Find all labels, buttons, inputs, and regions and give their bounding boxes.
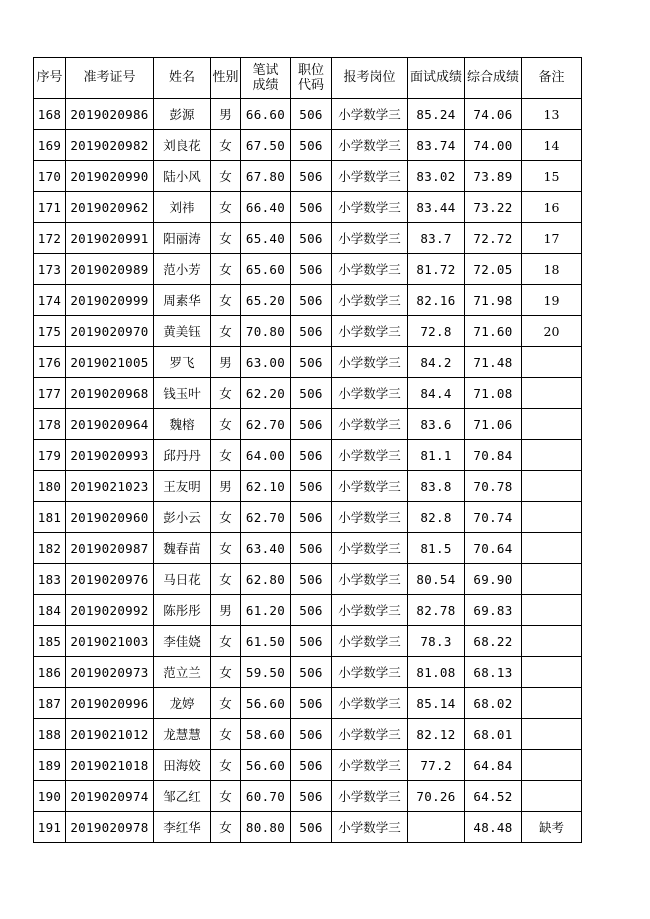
cell-post: 小学数学三 [332, 657, 408, 688]
cell-total-score: 71.98 [465, 285, 522, 316]
table-row [34, 719, 582, 750]
cell-post: 小学数学三 [332, 812, 408, 843]
cell-written-score: 67.50 [241, 130, 291, 161]
cell-exam-id: 2019020996 [66, 688, 154, 719]
cell-total-score: 71.06 [465, 409, 522, 440]
table-row [34, 533, 582, 564]
cell-name: 田海姣 [154, 750, 211, 781]
cell-name: 刘祎 [154, 192, 211, 223]
cell-gender: 女 [211, 378, 241, 409]
cell-seq: 183 [34, 564, 66, 595]
cell-note [522, 657, 582, 688]
cell-seq: 168 [34, 99, 66, 130]
cell-note [522, 409, 582, 440]
cell-position-code: 506 [291, 192, 332, 223]
cell-name: 周素华 [154, 285, 211, 316]
cell-post: 小学数学三 [332, 750, 408, 781]
cell-total-score: 74.06 [465, 99, 522, 130]
cell-total-score: 68.13 [465, 657, 522, 688]
cell-seq: 180 [34, 471, 66, 502]
table-row [34, 161, 582, 192]
cell-position-code: 506 [291, 254, 332, 285]
cell-note [522, 626, 582, 657]
cell-position-code: 506 [291, 688, 332, 719]
table-row [34, 316, 582, 347]
cell-interview-score: 85.14 [408, 688, 465, 719]
cell-written-score: 66.40 [241, 192, 291, 223]
cell-name: 陈彤彤 [154, 595, 211, 626]
cell-interview-score: 83.02 [408, 161, 465, 192]
cell-written-score: 65.60 [241, 254, 291, 285]
cell-name: 李佳娆 [154, 626, 211, 657]
cell-note: 18 [522, 254, 582, 285]
cell-gender: 女 [211, 285, 241, 316]
cell-post: 小学数学三 [332, 781, 408, 812]
cell-position-code: 506 [291, 626, 332, 657]
cell-interview-score: 83.7 [408, 223, 465, 254]
cell-position-code: 506 [291, 564, 332, 595]
cell-total-score: 68.02 [465, 688, 522, 719]
cell-post: 小学数学三 [332, 595, 408, 626]
cell-gender: 女 [211, 161, 241, 192]
cell-written-score: 70.80 [241, 316, 291, 347]
cell-written-score: 65.20 [241, 285, 291, 316]
cell-name: 马日花 [154, 564, 211, 595]
cell-exam-id: 2019020986 [66, 99, 154, 130]
cell-exam-id: 2019020978 [66, 812, 154, 843]
cell-name: 李红华 [154, 812, 211, 843]
cell-gender: 女 [211, 533, 241, 564]
cell-seq: 174 [34, 285, 66, 316]
header-note: 备注 [522, 58, 582, 99]
table-row [34, 688, 582, 719]
cell-note [522, 440, 582, 471]
cell-name: 刘良花 [154, 130, 211, 161]
cell-name: 范小芳 [154, 254, 211, 285]
cell-position-code: 506 [291, 533, 332, 564]
cell-post: 小学数学三 [332, 409, 408, 440]
cell-seq: 185 [34, 626, 66, 657]
cell-post: 小学数学三 [332, 688, 408, 719]
cell-note [522, 378, 582, 409]
cell-name: 阳丽涛 [154, 223, 211, 254]
cell-written-score: 62.20 [241, 378, 291, 409]
cell-name: 陆小风 [154, 161, 211, 192]
cell-post: 小学数学三 [332, 502, 408, 533]
cell-interview-score: 81.08 [408, 657, 465, 688]
cell-post: 小学数学三 [332, 471, 408, 502]
table-row [34, 626, 582, 657]
cell-gender: 女 [211, 223, 241, 254]
cell-written-score: 61.50 [241, 626, 291, 657]
cell-position-code: 506 [291, 719, 332, 750]
cell-seq: 186 [34, 657, 66, 688]
cell-written-score: 60.70 [241, 781, 291, 812]
cell-interview-score: 82.78 [408, 595, 465, 626]
cell-written-score: 64.00 [241, 440, 291, 471]
table-row [34, 192, 582, 223]
header-gender: 性别 [211, 58, 241, 99]
cell-written-score: 59.50 [241, 657, 291, 688]
cell-seq: 169 [34, 130, 66, 161]
cell-total-score: 71.08 [465, 378, 522, 409]
table-row [34, 99, 582, 130]
cell-interview-score: 82.12 [408, 719, 465, 750]
cell-exam-id: 2019021018 [66, 750, 154, 781]
table-row [34, 254, 582, 285]
cell-position-code: 506 [291, 285, 332, 316]
cell-name: 彭源 [154, 99, 211, 130]
cell-total-score: 48.48 [465, 812, 522, 843]
cell-interview-score: 84.2 [408, 347, 465, 378]
header-name: 姓名 [154, 58, 211, 99]
cell-total-score: 68.01 [465, 719, 522, 750]
cell-position-code: 506 [291, 409, 332, 440]
cell-seq: 177 [34, 378, 66, 409]
cell-exam-id: 2019020990 [66, 161, 154, 192]
cell-note: 16 [522, 192, 582, 223]
cell-gender: 男 [211, 471, 241, 502]
cell-note [522, 502, 582, 533]
header-post: 报考岗位 [332, 58, 408, 99]
cell-interview-score: 83.74 [408, 130, 465, 161]
cell-name: 彭小云 [154, 502, 211, 533]
cell-gender: 女 [211, 409, 241, 440]
cell-written-score: 56.60 [241, 750, 291, 781]
table-row [34, 378, 582, 409]
cell-gender: 女 [211, 192, 241, 223]
cell-note [522, 750, 582, 781]
cell-interview-score: 82.16 [408, 285, 465, 316]
cell-total-score: 71.60 [465, 316, 522, 347]
cell-position-code: 506 [291, 750, 332, 781]
cell-gender: 男 [211, 99, 241, 130]
cell-exam-id: 2019020968 [66, 378, 154, 409]
cell-note: 15 [522, 161, 582, 192]
cell-gender: 女 [211, 812, 241, 843]
cell-gender: 女 [211, 254, 241, 285]
table-body [34, 99, 582, 843]
cell-written-score: 56.60 [241, 688, 291, 719]
header-position-code: 职位代码 [291, 58, 332, 99]
cell-position-code: 506 [291, 316, 332, 347]
cell-written-score: 80.80 [241, 812, 291, 843]
cell-written-score: 62.80 [241, 564, 291, 595]
cell-note: 20 [522, 316, 582, 347]
cell-post: 小学数学三 [332, 192, 408, 223]
table-row [34, 502, 582, 533]
cell-exam-id: 2019020982 [66, 130, 154, 161]
cell-total-score: 70.84 [465, 440, 522, 471]
cell-post: 小学数学三 [332, 564, 408, 595]
cell-total-score: 72.05 [465, 254, 522, 285]
cell-seq: 191 [34, 812, 66, 843]
cell-total-score: 74.00 [465, 130, 522, 161]
cell-note [522, 471, 582, 502]
cell-written-score: 62.10 [241, 471, 291, 502]
cell-total-score: 73.89 [465, 161, 522, 192]
header-total-score: 综合成绩 [465, 58, 522, 99]
table-row [34, 781, 582, 812]
cell-exam-id: 2019020993 [66, 440, 154, 471]
cell-seq: 179 [34, 440, 66, 471]
table-row [34, 657, 582, 688]
cell-exam-id: 2019020974 [66, 781, 154, 812]
cell-total-score: 64.52 [465, 781, 522, 812]
cell-total-score: 68.22 [465, 626, 522, 657]
cell-written-score: 65.40 [241, 223, 291, 254]
cell-gender: 女 [211, 440, 241, 471]
cell-gender: 男 [211, 595, 241, 626]
table-row [34, 347, 582, 378]
cell-position-code: 506 [291, 471, 332, 502]
cell-gender: 女 [211, 130, 241, 161]
cell-gender: 男 [211, 347, 241, 378]
table-row [34, 285, 582, 316]
cell-exam-id: 2019020992 [66, 595, 154, 626]
cell-position-code: 506 [291, 440, 332, 471]
cell-position-code: 506 [291, 378, 332, 409]
cell-note [522, 564, 582, 595]
table-row [34, 564, 582, 595]
cell-interview-score: 70.26 [408, 781, 465, 812]
cell-written-score: 62.70 [241, 502, 291, 533]
cell-note [522, 781, 582, 812]
cell-name: 黄美钰 [154, 316, 211, 347]
cell-position-code: 506 [291, 223, 332, 254]
cell-note [522, 595, 582, 626]
cell-position-code: 506 [291, 781, 332, 812]
cell-interview-score: 72.8 [408, 316, 465, 347]
cell-seq: 189 [34, 750, 66, 781]
cell-exam-id: 2019021023 [66, 471, 154, 502]
cell-seq: 182 [34, 533, 66, 564]
cell-position-code: 506 [291, 130, 332, 161]
table-row [34, 595, 582, 626]
cell-position-code: 506 [291, 812, 332, 843]
cell-post: 小学数学三 [332, 533, 408, 564]
cell-name: 王友明 [154, 471, 211, 502]
cell-note: 14 [522, 130, 582, 161]
cell-total-score: 71.48 [465, 347, 522, 378]
cell-post: 小学数学三 [332, 378, 408, 409]
cell-written-score: 61.20 [241, 595, 291, 626]
cell-position-code: 506 [291, 161, 332, 192]
cell-post: 小学数学三 [332, 347, 408, 378]
cell-gender: 女 [211, 564, 241, 595]
cell-exam-id: 2019021012 [66, 719, 154, 750]
cell-note [522, 533, 582, 564]
cell-position-code: 506 [291, 657, 332, 688]
cell-position-code: 506 [291, 99, 332, 130]
cell-written-score: 58.60 [241, 719, 291, 750]
cell-gender: 女 [211, 626, 241, 657]
table-row [34, 750, 582, 781]
cell-gender: 女 [211, 750, 241, 781]
header-interview-score: 面试成绩 [408, 58, 465, 99]
cell-exam-id: 2019020973 [66, 657, 154, 688]
cell-seq: 172 [34, 223, 66, 254]
cell-gender: 女 [211, 502, 241, 533]
cell-interview-score: 82.8 [408, 502, 465, 533]
cell-exam-id: 2019021005 [66, 347, 154, 378]
cell-post: 小学数学三 [332, 285, 408, 316]
cell-total-score: 64.84 [465, 750, 522, 781]
cell-interview-score: 83.6 [408, 409, 465, 440]
header-exam-id: 准考证号 [66, 58, 154, 99]
cell-interview-score [408, 812, 465, 843]
cell-written-score: 63.40 [241, 533, 291, 564]
cell-gender: 女 [211, 781, 241, 812]
cell-name: 邱丹丹 [154, 440, 211, 471]
cell-exam-id: 2019021003 [66, 626, 154, 657]
cell-post: 小学数学三 [332, 254, 408, 285]
cell-note: 19 [522, 285, 582, 316]
header-written-score: 笔试成绩 [241, 58, 291, 99]
cell-interview-score: 77.2 [408, 750, 465, 781]
table-row [34, 223, 582, 254]
cell-interview-score: 83.44 [408, 192, 465, 223]
cell-written-score: 66.60 [241, 99, 291, 130]
cell-post: 小学数学三 [332, 130, 408, 161]
cell-post: 小学数学三 [332, 161, 408, 192]
cell-total-score: 70.64 [465, 533, 522, 564]
cell-seq: 190 [34, 781, 66, 812]
cell-interview-score: 81.5 [408, 533, 465, 564]
table-row [34, 130, 582, 161]
cell-post: 小学数学三 [332, 719, 408, 750]
cell-seq: 188 [34, 719, 66, 750]
cell-seq: 181 [34, 502, 66, 533]
cell-written-score: 62.70 [241, 409, 291, 440]
cell-interview-score: 78.3 [408, 626, 465, 657]
cell-post: 小学数学三 [332, 99, 408, 130]
cell-note: 缺考 [522, 812, 582, 843]
cell-seq: 170 [34, 161, 66, 192]
table-row [34, 471, 582, 502]
cell-note [522, 688, 582, 719]
cell-interview-score: 83.8 [408, 471, 465, 502]
cell-written-score: 63.00 [241, 347, 291, 378]
table-row [34, 409, 582, 440]
cell-exam-id: 2019020970 [66, 316, 154, 347]
cell-note [522, 719, 582, 750]
cell-seq: 175 [34, 316, 66, 347]
cell-interview-score: 81.1 [408, 440, 465, 471]
cell-name: 龙慧慧 [154, 719, 211, 750]
cell-total-score: 70.74 [465, 502, 522, 533]
cell-total-score: 72.72 [465, 223, 522, 254]
cell-gender: 女 [211, 719, 241, 750]
cell-note: 13 [522, 99, 582, 130]
header-row [34, 58, 582, 99]
cell-total-score: 69.90 [465, 564, 522, 595]
cell-exam-id: 2019020987 [66, 533, 154, 564]
cell-interview-score: 85.24 [408, 99, 465, 130]
cell-written-score: 67.80 [241, 161, 291, 192]
cell-note: 17 [522, 223, 582, 254]
cell-exam-id: 2019020962 [66, 192, 154, 223]
cell-name: 钱玉叶 [154, 378, 211, 409]
cell-post: 小学数学三 [332, 626, 408, 657]
score-table [33, 57, 582, 843]
cell-interview-score: 81.72 [408, 254, 465, 285]
cell-name: 邹乙红 [154, 781, 211, 812]
cell-name: 魏榕 [154, 409, 211, 440]
cell-post: 小学数学三 [332, 440, 408, 471]
cell-seq: 178 [34, 409, 66, 440]
cell-seq: 176 [34, 347, 66, 378]
cell-position-code: 506 [291, 347, 332, 378]
table-row [34, 812, 582, 843]
cell-seq: 173 [34, 254, 66, 285]
cell-exam-id: 2019020976 [66, 564, 154, 595]
cell-name: 龙婷 [154, 688, 211, 719]
cell-total-score: 69.83 [465, 595, 522, 626]
cell-post: 小学数学三 [332, 223, 408, 254]
cell-seq: 184 [34, 595, 66, 626]
cell-interview-score: 80.54 [408, 564, 465, 595]
cell-position-code: 506 [291, 595, 332, 626]
cell-exam-id: 2019020964 [66, 409, 154, 440]
cell-post: 小学数学三 [332, 316, 408, 347]
cell-seq: 171 [34, 192, 66, 223]
cell-gender: 女 [211, 657, 241, 688]
cell-total-score: 73.22 [465, 192, 522, 223]
cell-interview-score: 84.4 [408, 378, 465, 409]
table-row [34, 440, 582, 471]
cell-name: 魏春苗 [154, 533, 211, 564]
cell-exam-id: 2019020989 [66, 254, 154, 285]
cell-exam-id: 2019020991 [66, 223, 154, 254]
cell-total-score: 70.78 [465, 471, 522, 502]
cell-position-code: 506 [291, 502, 332, 533]
cell-gender: 女 [211, 688, 241, 719]
cell-name: 范立兰 [154, 657, 211, 688]
cell-gender: 女 [211, 316, 241, 347]
cell-name: 罗飞 [154, 347, 211, 378]
cell-exam-id: 2019020999 [66, 285, 154, 316]
cell-note [522, 347, 582, 378]
header-seq: 序号 [34, 58, 66, 99]
cell-exam-id: 2019020960 [66, 502, 154, 533]
cell-seq: 187 [34, 688, 66, 719]
